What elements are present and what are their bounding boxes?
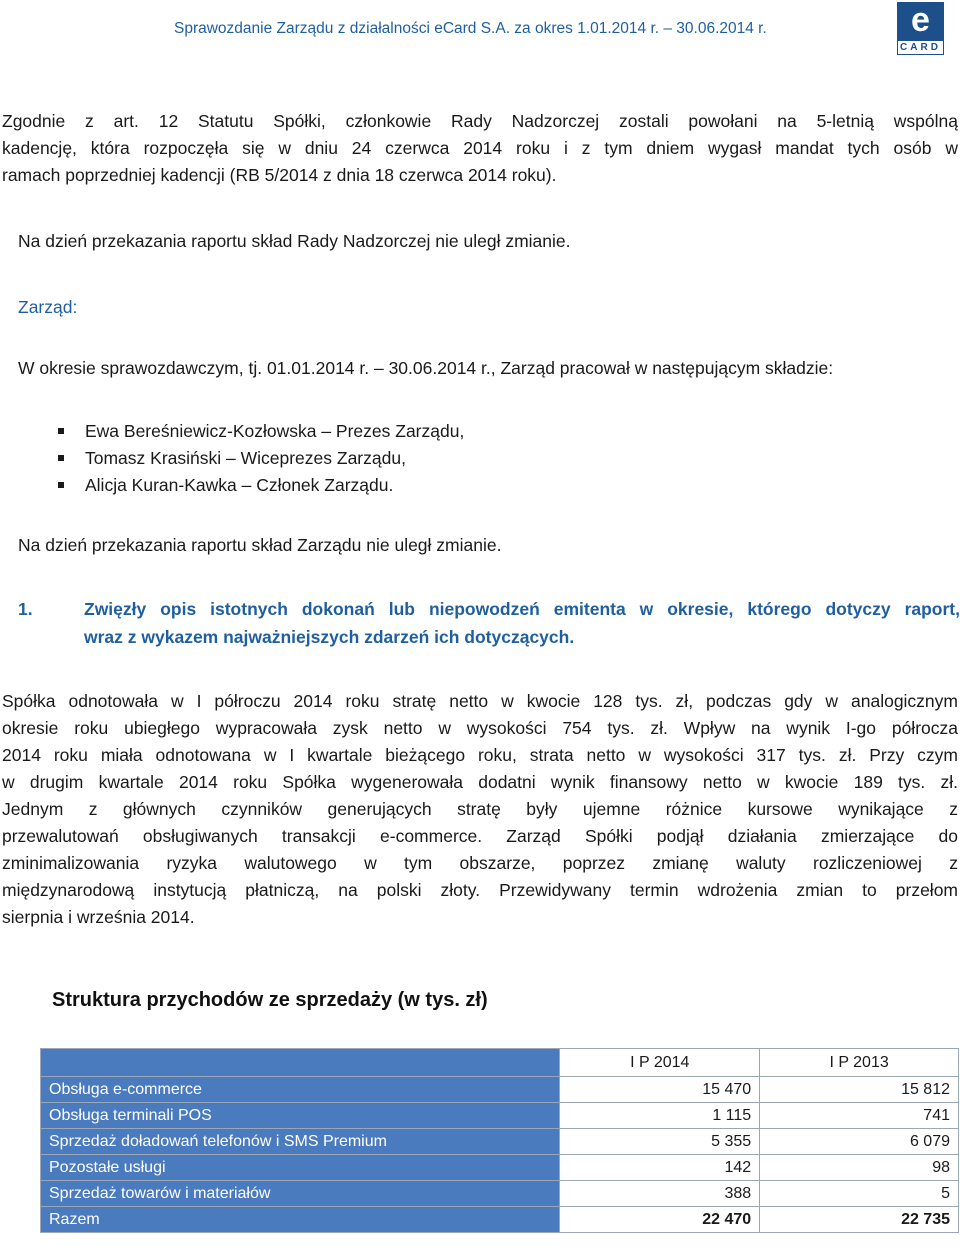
table-row	[41, 1155, 959, 1181]
summary-line: zminimalizowania ryzyka walutowego w tym obszarze, poprzez zmianę waluty rozliczeniowej z	[2, 853, 958, 873]
logo-text: CARD	[900, 42, 941, 53]
list-item	[58, 418, 464, 445]
row-value-2014: 15 470	[560, 1077, 760, 1103]
table-header-row	[41, 1049, 959, 1077]
row-value-2013: 22 735	[760, 1207, 959, 1233]
section-number: 1.	[18, 599, 33, 619]
paragraph-statute-line1: Zgodnie z art. 12 Statutu Spółki, członkowie Rady Nadzorczej zostali powołani na 5-letnią wspólną	[2, 111, 958, 131]
board-member-text: Tomasz Krasiński – Wiceprezes Zarządu,	[85, 448, 406, 468]
row-value-2013: 98	[760, 1155, 959, 1181]
bullet-square-icon	[58, 428, 64, 434]
paragraph-reporting-period: W okresie sprawozdawczym, tj. 01.01.2014 r. – 30.06.2014 r., Zarząd pracował w następującym składzie:	[18, 358, 834, 378]
section-title-line1: Zwięzły opis istotnych dokonań lub niepowodzeń emitenta w okresie, którego dotyczy raport,	[84, 599, 960, 619]
revenue-table-title: Struktura przychodów ze sprzedaży (w tys. zł)	[52, 989, 488, 1011]
column-header-2013: I P 2013	[760, 1049, 959, 1077]
bullet-square-icon	[58, 482, 64, 488]
row-value-2013: 6 079	[760, 1129, 959, 1155]
summary-line: Spółka odnotowała w I półroczu 2014 roku stratę netto w kwocie 128 tys. zł, podczas gdy w analogicznym	[2, 691, 958, 711]
section-heading	[18, 595, 960, 651]
table-total-row	[41, 1207, 959, 1233]
row-value-2014: 142	[560, 1155, 760, 1181]
table-row	[41, 1129, 959, 1155]
summary-line: 2014 roku miała odnotowana w I kwartale bieżącego roku, strata netto w wysokości 317 tys. zł. Przy czym	[2, 745, 958, 765]
board-member-text: Ewa Bereśniewicz-Kozłowska – Prezes Zarządu,	[85, 421, 465, 441]
summary-line: przewalutowań obsługiwanych transakcji e-commerce. Zarząd Spółki podjął działania zmierzające do	[2, 826, 958, 846]
row-label: Obsługa terminali POS	[41, 1103, 560, 1129]
logo-letter: e	[898, 3, 943, 41]
table-header-empty	[41, 1049, 560, 1077]
zarzad-heading: Zarząd:	[18, 297, 78, 317]
table-row	[41, 1077, 959, 1103]
list-item	[58, 472, 464, 499]
summary-line: sierpnia i września 2014.	[2, 907, 195, 927]
list-item	[58, 445, 464, 472]
row-label: Pozostałe usługi	[41, 1155, 560, 1181]
section-title-line2: wraz z wykazem najważniejszych zdarzeń ich dotyczących.	[84, 627, 575, 647]
row-value-2014: 22 470	[560, 1207, 760, 1233]
summary-line: okresie roku ubiegłego wypracowała zysk netto w wysokości 754 tys. zł. Wpływ na wynik I-go półrocza	[2, 718, 958, 738]
paragraph-statute-line3: ramach poprzedniej kadencji (RB 5/2014 z dnia 18 czerwca 2014 roku).	[2, 165, 557, 185]
bullet-square-icon	[58, 455, 64, 461]
row-label: Sprzedaż towarów i materiałów	[41, 1181, 560, 1207]
board-members-list	[58, 418, 464, 499]
row-value-2013: 741	[760, 1103, 959, 1129]
row-value-2014: 1 115	[560, 1103, 760, 1129]
table-row	[41, 1181, 959, 1207]
revenue-table	[40, 1048, 959, 1233]
row-value-2014: 5 355	[560, 1129, 760, 1155]
row-value-2013: 15 812	[760, 1077, 959, 1103]
document-header-title: Sprawozdanie Zarządu z działalności eCard S.A. za okres 1.01.2014 r. – 30.06.2014 r.	[174, 20, 767, 37]
board-member-text: Alicja Kuran-Kawka – Członek Zarządu.	[85, 475, 394, 495]
row-label: Obsługa e-commerce	[41, 1077, 560, 1103]
paragraph-statute-line2: kadencję, która rozpoczęła się w dniu 24 czerwca 2014 roku i z tym dniem wygasł mandat tych osób w	[2, 138, 958, 158]
column-header-2014: I P 2014	[560, 1049, 760, 1077]
summary-line: w drugim kwartale 2014 roku Spółka wygenerowała dodatni wynik finansowy netto w kwocie 189 tys. zł.	[2, 772, 958, 792]
paragraph-management-unchanged: Na dzień przekazania raportu skład Zarządu nie uległ zmianie.	[18, 535, 502, 555]
row-value-2014: 388	[560, 1181, 760, 1207]
table-row	[41, 1103, 959, 1129]
paragraph-board-unchanged: Na dzień przekazania raportu skład Rady Nadzorczej nie uległ zmianie.	[18, 231, 571, 251]
row-label: Sprzedaż doładowań telefonów i SMS Premium	[41, 1129, 560, 1155]
summary-line: Jednym z głównych czynników generujących stratę były ujemne różnice kursowe wynikające z	[2, 799, 958, 819]
summary-line: międzynarodową instytucją płatniczą, na polski złoty. Przewidywany termin wdrożenia zmian to przełom	[2, 880, 958, 900]
row-label: Razem	[41, 1207, 560, 1233]
ecard-logo	[897, 2, 944, 55]
row-value-2013: 5	[760, 1181, 959, 1207]
